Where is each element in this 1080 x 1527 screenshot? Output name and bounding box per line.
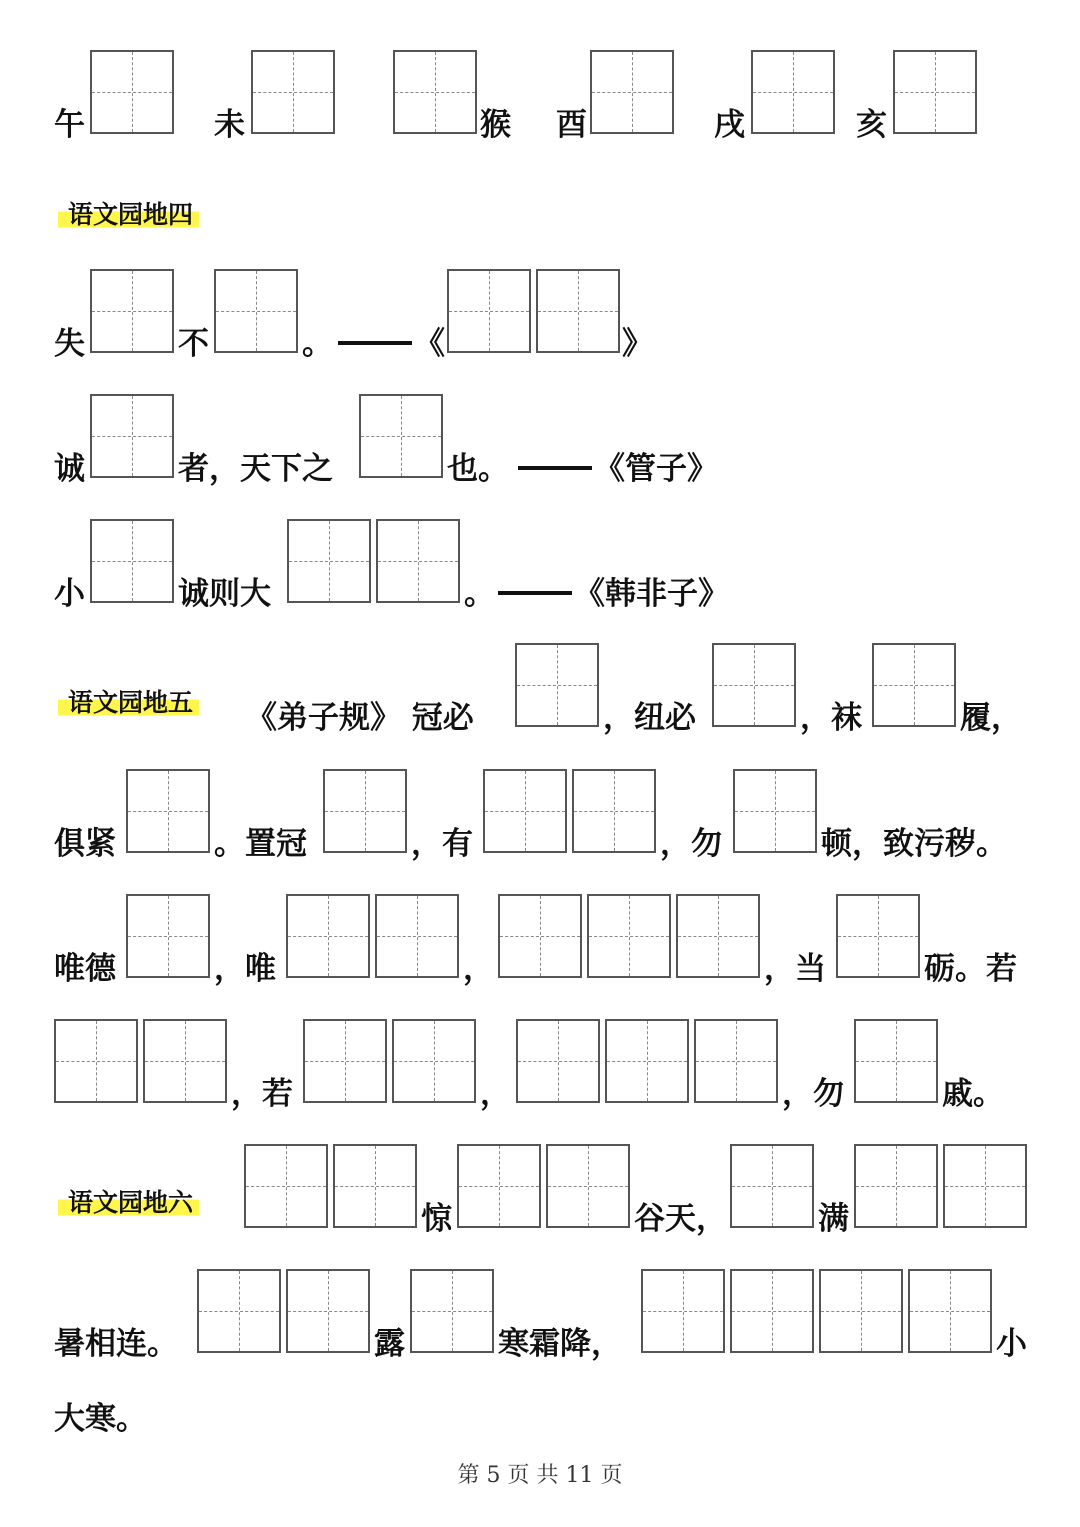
- text: ，若: [231, 1076, 293, 1112]
- text: ，: [480, 1076, 511, 1112]
- text: 诚: [54, 451, 85, 487]
- em-dash: [518, 466, 592, 470]
- tianzige-box[interactable]: [546, 1144, 630, 1228]
- text: 《韩非子》: [574, 576, 729, 612]
- tianzige-box[interactable]: [410, 1269, 494, 1353]
- char-wei: 未: [214, 107, 245, 143]
- text: ，当: [764, 951, 826, 987]
- tianzige-box[interactable]: [197, 1269, 281, 1353]
- tianzige-box[interactable]: [333, 1144, 417, 1228]
- section-heading-5: 语文园地五: [58, 688, 199, 718]
- text: 大寒。: [54, 1401, 147, 1437]
- text: 《管子》: [594, 451, 718, 487]
- tianzige-box[interactable]: [375, 894, 459, 978]
- text: 砺。若: [924, 951, 1017, 987]
- text: 唯德: [54, 951, 116, 987]
- text: 《弟子规》 冠必: [246, 700, 474, 736]
- tianzige-box[interactable]: [126, 769, 210, 853]
- tianzige-box[interactable]: [854, 1019, 938, 1103]
- tianzige-box[interactable]: [854, 1144, 938, 1228]
- tianzige-box[interactable]: [498, 894, 582, 978]
- tianzige-box[interactable]: [90, 50, 174, 134]
- text: 谷天，: [634, 1201, 727, 1237]
- tianzige-box[interactable]: [908, 1269, 992, 1353]
- char-xu: 戌: [714, 107, 745, 143]
- tianzige-box[interactable]: [516, 1019, 600, 1103]
- text: ，: [463, 951, 494, 987]
- tianzige-box[interactable]: [392, 1019, 476, 1103]
- tianzige-box[interactable]: [323, 769, 407, 853]
- text: 。置冠: [214, 826, 307, 862]
- tianzige-box[interactable]: [676, 894, 760, 978]
- tianzige-box[interactable]: [605, 1019, 689, 1103]
- tianzige-box[interactable]: [712, 643, 796, 727]
- text: 小: [54, 576, 85, 612]
- char-you: 酉: [556, 107, 587, 143]
- tianzige-box[interactable]: [54, 1019, 138, 1103]
- tianzige-box[interactable]: [90, 394, 174, 478]
- text: 俱紧: [54, 826, 116, 862]
- text: 《: [414, 326, 445, 362]
- text: ，勿: [660, 826, 722, 862]
- text: 暑相连。: [54, 1326, 178, 1362]
- text: ，唯: [214, 951, 276, 987]
- text: 。: [302, 326, 333, 362]
- tianzige-box[interactable]: [143, 1019, 227, 1103]
- tianzige-box[interactable]: [359, 394, 443, 478]
- text: 不: [178, 326, 209, 362]
- text: 履，: [960, 700, 1022, 736]
- text: 满: [818, 1201, 849, 1237]
- tianzige-box[interactable]: [483, 769, 567, 853]
- section-heading-4: 语文园地四: [58, 200, 199, 230]
- text: 也。: [447, 451, 509, 487]
- tianzige-box[interactable]: [286, 1269, 370, 1353]
- tianzige-box[interactable]: [836, 894, 920, 978]
- tianzige-box[interactable]: [590, 50, 674, 134]
- text: ，有: [411, 826, 473, 862]
- char-hou: 猴: [480, 107, 511, 143]
- tianzige-box[interactable]: [730, 1144, 814, 1228]
- text: ，袜: [800, 700, 862, 736]
- tianzige-box[interactable]: [447, 269, 531, 353]
- tianzige-box[interactable]: [515, 643, 599, 727]
- em-dash: [498, 591, 572, 595]
- tianzige-box[interactable]: [751, 50, 835, 134]
- text: 露: [374, 1326, 405, 1362]
- tianzige-box[interactable]: [251, 50, 335, 134]
- tianzige-box[interactable]: [376, 519, 460, 603]
- tianzige-box[interactable]: [641, 1269, 725, 1353]
- text: 者，天下之: [178, 451, 333, 487]
- tianzige-box[interactable]: [126, 894, 210, 978]
- tianzige-box[interactable]: [572, 769, 656, 853]
- tianzige-box[interactable]: [244, 1144, 328, 1228]
- text: ，勿: [782, 1076, 844, 1112]
- tianzige-box[interactable]: [393, 50, 477, 134]
- tianzige-box[interactable]: [872, 643, 956, 727]
- tianzige-box[interactable]: [90, 269, 174, 353]
- text: 小: [996, 1326, 1027, 1362]
- tianzige-box[interactable]: [730, 1269, 814, 1353]
- text: 。: [464, 576, 495, 612]
- text: 诚则大: [178, 576, 271, 612]
- tianzige-box[interactable]: [943, 1144, 1027, 1228]
- tianzige-box[interactable]: [733, 769, 817, 853]
- tianzige-box[interactable]: [214, 269, 298, 353]
- text: 失: [54, 326, 85, 362]
- tianzige-box[interactable]: [287, 519, 371, 603]
- tianzige-box[interactable]: [587, 894, 671, 978]
- tianzige-box[interactable]: [90, 519, 174, 603]
- text: 顿，致污秽。: [821, 826, 1007, 862]
- text: 》: [622, 326, 653, 362]
- section-heading-6: 语文园地六: [58, 1188, 199, 1218]
- tianzige-box[interactable]: [286, 894, 370, 978]
- page-footer: 第 5 页 共 11 页: [457, 1463, 623, 1488]
- tianzige-box[interactable]: [536, 269, 620, 353]
- tianzige-box[interactable]: [819, 1269, 903, 1353]
- text: 戚。: [942, 1076, 1004, 1112]
- em-dash: [338, 341, 412, 345]
- char-wu: 午: [54, 107, 85, 143]
- text: 惊: [421, 1201, 452, 1237]
- text: 寒霜降，: [498, 1326, 622, 1362]
- text: ，纽必: [603, 700, 696, 736]
- char-hai: 亥: [856, 107, 887, 143]
- tianzige-box[interactable]: [694, 1019, 778, 1103]
- tianzige-box[interactable]: [457, 1144, 541, 1228]
- tianzige-box[interactable]: [893, 50, 977, 134]
- tianzige-box[interactable]: [303, 1019, 387, 1103]
